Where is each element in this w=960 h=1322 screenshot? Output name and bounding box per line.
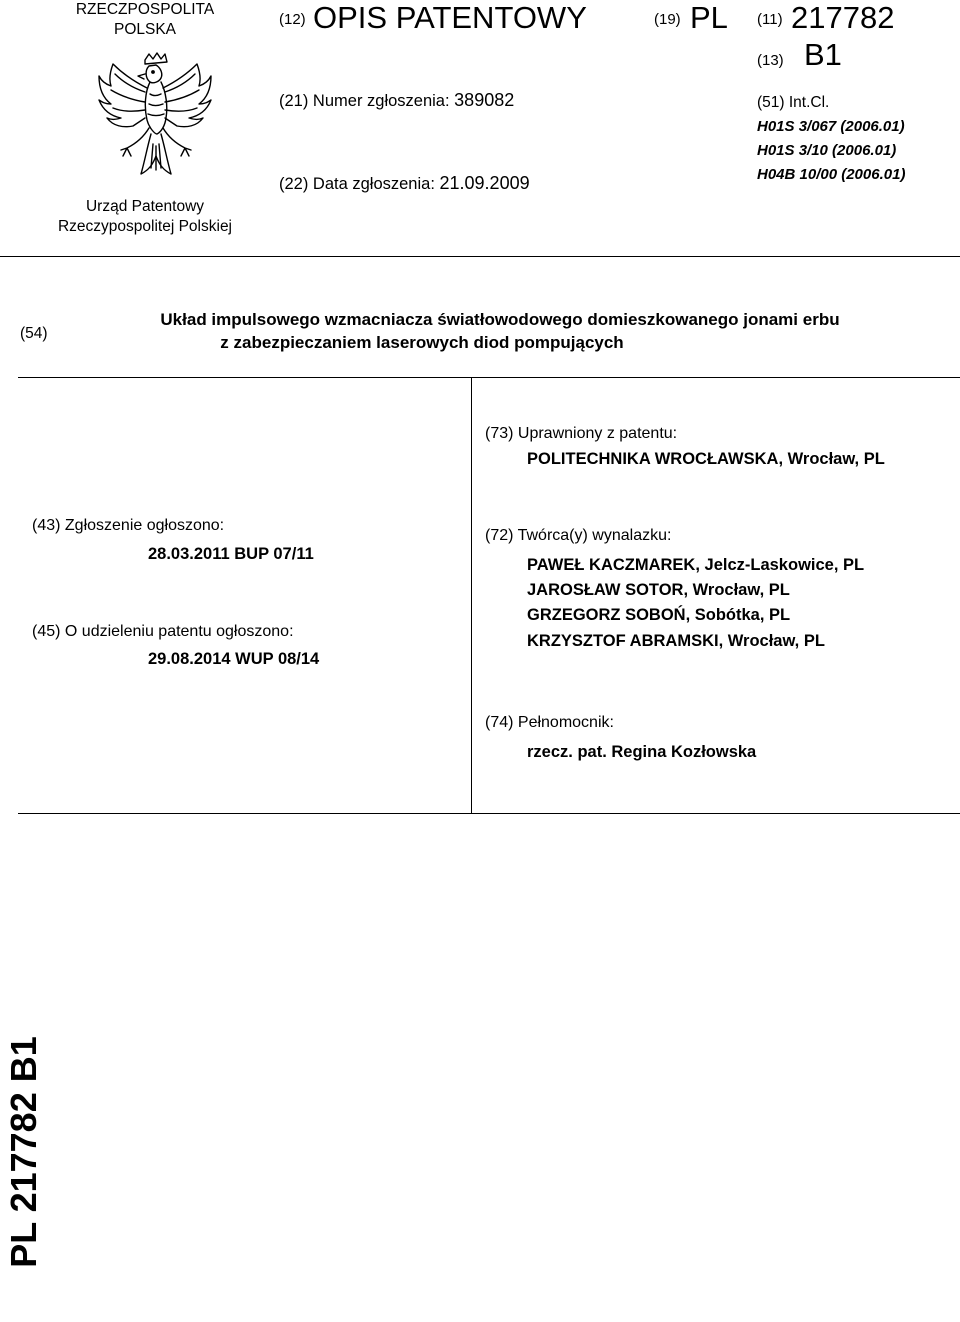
bottom-divider [18,813,960,814]
patent-number-label: (11) [757,11,783,28]
doc-type-code: (12) [279,11,306,28]
header-divider [0,256,960,257]
inventor-2: JAROSŁAW SOTOR, Wrocław, PL [527,581,790,599]
granted-value: 29.08.2014 WUP 08/14 [148,650,320,668]
application-number [279,90,514,111]
published-label: (43) Zgłoszenie ogłoszono: [32,517,225,534]
application-date-label: (22) Data zgłoszenia: [279,175,435,193]
owner-value: POLITECHNIKA WROCŁAWSKA, Wrocław, PL [527,450,885,468]
intcl-label: (51) Int.Cl. [757,94,830,111]
ipc-class-3: H04B 10/00 (2006.01) [757,166,906,183]
inventor-3: GRZEGORZ SOBOŃ, Sobótka, PL [527,606,791,624]
kind-code-label: (13) [757,52,784,69]
published-value: 28.03.2011 BUP 07/11 [148,545,314,563]
column-divider [471,377,472,813]
application-date-value: 21.09.2009 [439,173,530,193]
inventor-4: KRZYSZTOF ABRAMSKI, Wrocław, PL [527,632,825,650]
application-number-value: 389082 [454,90,515,110]
inventor-1: PAWEŁ KACZMAREK, Jelcz-Laskowice, PL [527,556,865,574]
application-number-label: (21) Numer zgłoszenia: [279,92,450,110]
attorney-label: (74) Pełnomocnik: [485,714,614,731]
attorney-value: rzecz. pat. Regina Kozłowska [527,743,757,761]
title-code: (54) [20,325,48,342]
country-line-2: POLSKA [113,21,177,38]
ipc-class-1: H01S 3/067 (2006.01) [757,118,905,135]
ipc-class-2: H01S 3/10 (2006.01) [757,142,897,159]
title-divider [18,377,960,378]
inventors-label: (72) Twórca(y) wynalazku: [485,527,672,544]
title-line-1: Układ impulsowego wzmacniacza światłowodowego domieszkowanego jonami erbu [160,310,840,329]
country-name [40,0,250,40]
granted-label: (45) O udzieleniu patentu ogłoszono: [32,623,294,640]
office-line-2: Rzeczypospolitej Polskiej [57,218,233,235]
country-code-label: (19) [654,11,681,28]
kind-code: B1 [804,37,842,72]
application-date [279,173,530,194]
title-line-2: z zabezpieczaniem laserowych diod pompujących [220,333,624,352]
polish-eagle-emblem-icon [95,52,215,180]
country-line-1: RZECZPOSPOLITA [75,1,215,18]
country-code: PL [690,0,728,35]
doc-type: OPIS PATENTOWY [313,0,587,35]
patent-number: 217782 [791,0,895,35]
office-line-1: Urząd Patentowy [85,198,205,215]
side-patent-id: PL 217782 B1 [3,1036,44,1268]
owner-label: (73) Uprawniony z patentu: [485,425,678,442]
patent-office-name [40,197,250,237]
